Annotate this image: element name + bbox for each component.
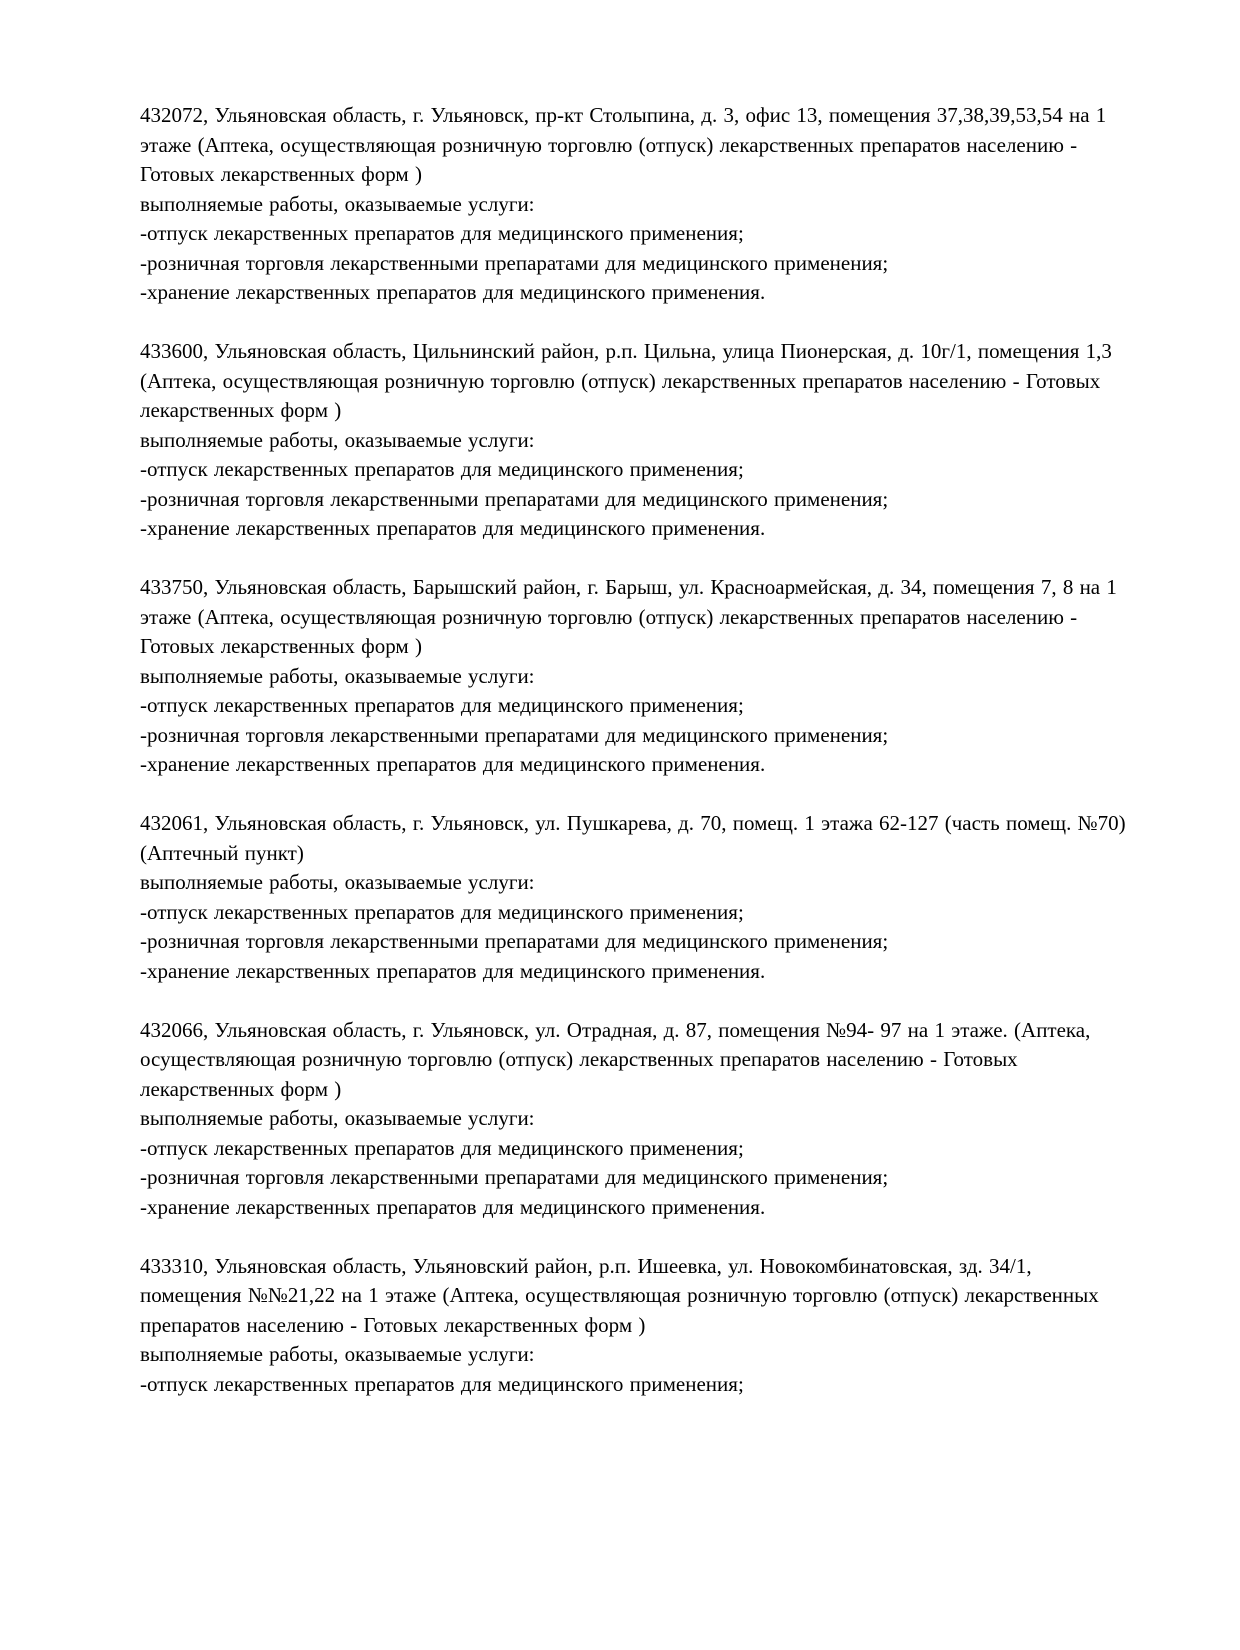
works-label: выполняемые работы, оказываемые услуги: xyxy=(140,1342,535,1366)
service-item: -розничная торговля лекарственными препаратами для медицинского применения; xyxy=(140,722,889,747)
license-entry xyxy=(140,1016,1128,1223)
service-item: -хранение лекарственных препаратов для медицинского применения. xyxy=(140,958,766,983)
service-item: -отпуск лекарственных препаратов для медицинского применения; xyxy=(140,1135,744,1160)
entry-address: 432061, Ульяновская область, г. Ульяновск, ул. Пушкарева, д. 70, помещ. 1 этажа 62-127 (часть помещ. №70) (Аптечный пункт) xyxy=(140,811,1126,865)
service-item: -отпуск лекарственных препаратов для медицинского применения; xyxy=(140,221,744,245)
works-label: выполняемые работы, оказываемые услуги: xyxy=(140,1106,535,1130)
service-item: -розничная торговля лекарственными препаратами для медицинского применения; xyxy=(140,250,889,275)
service-item: -отпуск лекарственных препаратов для медицинского применения; xyxy=(140,899,744,924)
service-item: -хранение лекарственных препаратов для медицинского применения. xyxy=(140,516,766,540)
entry-address: 433310, Ульяновская область, Ульяновский район, р.п. Ишеевка, ул. Новокомбинатовская, зд. 34/1, помещения №№21,22 на 1 этаже (Аптека, осуществляющая розничную торговлю (отпуск) лекарственных препаратов населению - Готовых лекарственных форм ) xyxy=(140,1253,1099,1337)
service-item: -розничная торговля лекарственными препаратами для медицинского применения; xyxy=(140,1165,889,1189)
service-item: -розничная торговля лекарственными препаратами для медицинского применения; xyxy=(140,486,889,511)
works-label: выполняемые работы, оказываемые услуги: xyxy=(140,191,535,216)
license-entry xyxy=(140,1252,1128,1400)
license-entry xyxy=(140,337,1128,544)
service-item: -хранение лекарственных препаратов для медицинского применения. xyxy=(140,752,766,776)
entry-address: 432072, Ульяновская область, г. Ульяновск, пр-кт Столыпина, д. 3, офис 13, помещения 37,38,39,53,54 на 1 этаже (Аптека, осуществляющая розничную торговлю (отпуск) лекарственных препаратов населению - Готовых лекарственных форм ) xyxy=(140,103,1107,186)
works-label: выполняемые работы, оказываемые услуги: xyxy=(140,663,535,688)
service-item: -отпуск лекарственных препаратов для медицинского применения; xyxy=(140,1371,744,1396)
service-item: -отпуск лекарственных препаратов для медицинского применения; xyxy=(140,457,744,481)
entry-address: 433750, Ульяновская область, Барышский район, г. Барыш, ул. Красноармейская, д. 34, помещения 7, 8 на 1 этаже (Аптека, осуществляющая розничную торговлю (отпуск) лекарственных препаратов населению - Готовых лекарственных форм ) xyxy=(140,575,1117,658)
service-item: -хранение лекарственных препаратов для медицинского применения. xyxy=(140,280,766,304)
works-label: выполняемые работы, оказываемые услуги: xyxy=(140,427,535,452)
service-item: -отпуск лекарственных препаратов для медицинского применения; xyxy=(140,693,744,717)
works-label: выполняемые работы, оказываемые услуги: xyxy=(140,870,535,894)
entry-address: 433600, Ульяновская область, Цильнинский район, р.п. Цильна, улица Пионерская, д. 10г/1, помещения 1,3 (Аптека, осуществляющая розничную торговлю (отпуск) лекарственных препаратов населению - Готовых лекарственных форм ) xyxy=(140,339,1112,422)
service-item: -хранение лекарственных препаратов для медицинского применения. xyxy=(140,1194,766,1219)
license-entry xyxy=(140,809,1128,986)
license-entry xyxy=(140,573,1128,780)
entry-address: 432066, Ульяновская область, г. Ульяновск, ул. Отрадная, д. 87, помещения №94- 97 на 1 этаже. (Аптека, осуществляющая розничную торговлю (отпуск) лекарственных препаратов населению - Готовых лекарственных форм ) xyxy=(140,1017,1091,1101)
license-entry xyxy=(140,101,1128,308)
service-item: -розничная торговля лекарственными препаратами для медицинского применения; xyxy=(140,929,889,953)
